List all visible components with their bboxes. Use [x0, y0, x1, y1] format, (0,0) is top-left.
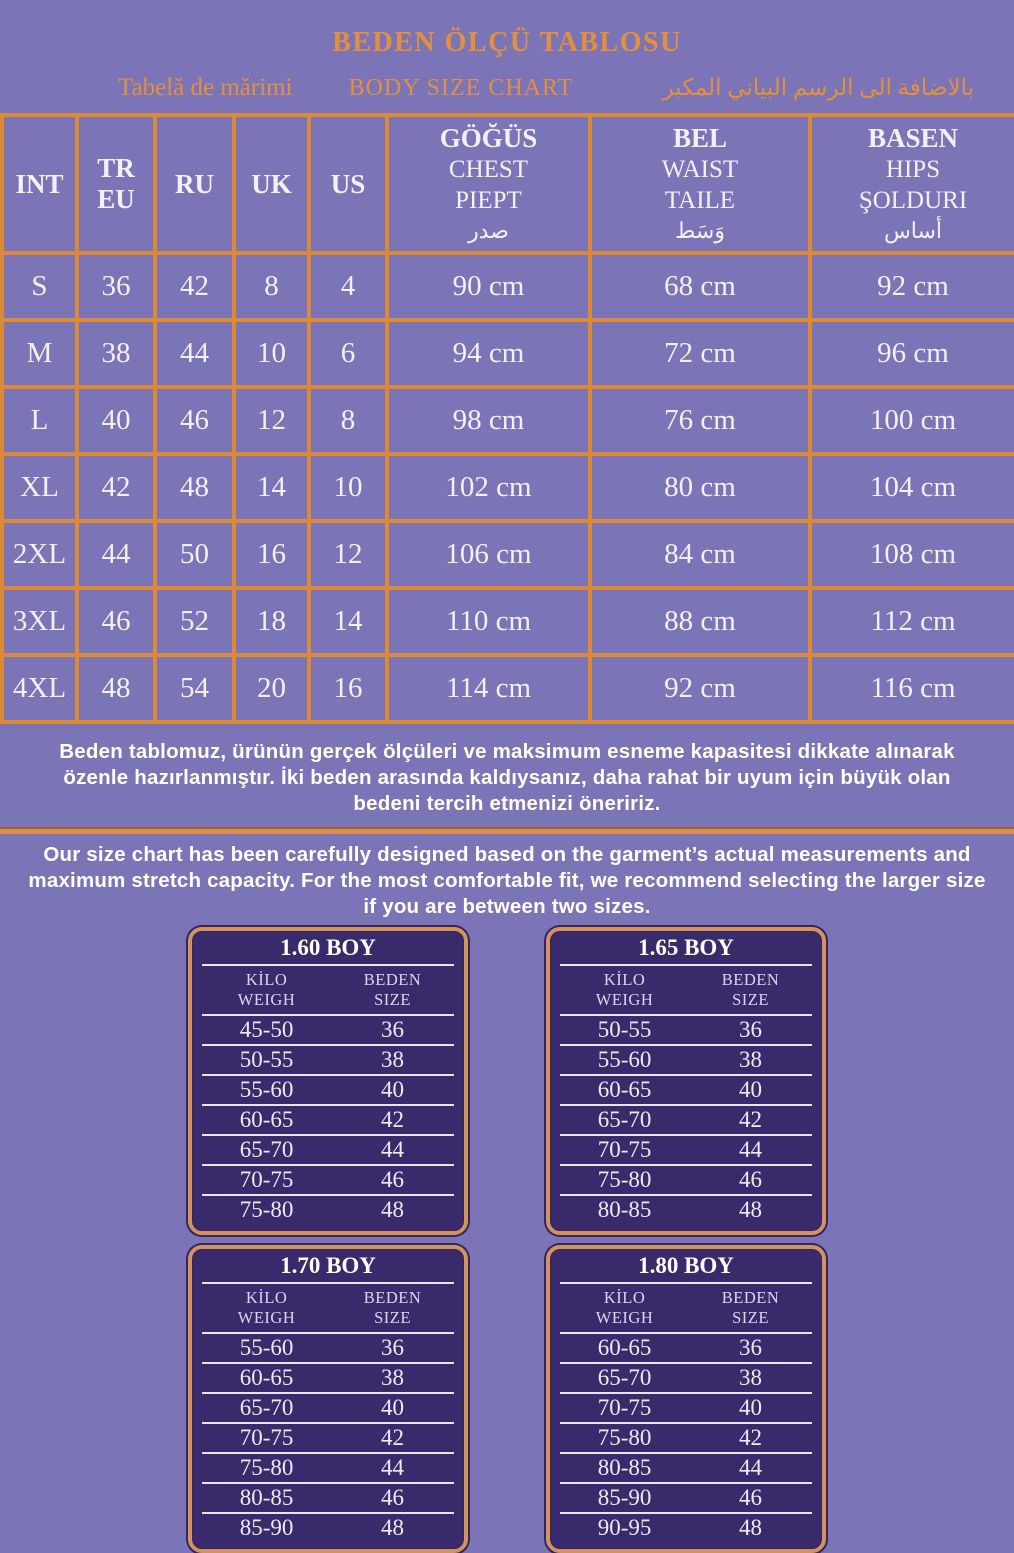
size-table-cell: 92 cm: [810, 253, 1014, 320]
size-value-cell: 42: [739, 1425, 763, 1450]
weight-range-cell: 80-85: [239, 1485, 294, 1510]
height-table-row: [560, 1134, 812, 1164]
size-value-cell: 38: [381, 1365, 405, 1390]
height-table-row: [560, 1104, 812, 1134]
size-table-cell: 12: [234, 387, 309, 454]
header-label: INT: [15, 168, 64, 199]
size-table-cell: 98 cm: [387, 387, 590, 454]
weight-range-cell: 55-60: [597, 1047, 652, 1072]
height-table: [546, 927, 826, 1235]
size-table-cell: 42: [155, 253, 234, 320]
size-value-cell: 42: [381, 1425, 405, 1450]
weight-range-cell: 80-85: [597, 1197, 652, 1222]
note-turkish: Beden tablomuz, ürünün gerçek ölçüleri ve maksimum esneme kapasitesi dikkate alınarak özenle hazırlanmıştır. İki beden arasında kaldıysanız, daha rahat bir uyum için büyük olan bedeni tercih etmenizi öneririz.: [59, 740, 955, 815]
size-table-row: [2, 521, 1014, 588]
header-label-arabic: صدر: [468, 217, 509, 243]
size-table-header-cell: [234, 115, 309, 253]
header-label: TR: [97, 153, 135, 183]
height-table-title: 1.65 BOY: [560, 931, 812, 966]
size-table-cell: 52: [155, 588, 234, 655]
size-table-cell: 16: [234, 521, 309, 588]
height-table-row: [560, 1016, 812, 1044]
size-table-cell: 36: [77, 253, 155, 320]
size-table-cell: 46: [77, 588, 155, 655]
size-value-cell: 42: [381, 1107, 405, 1132]
header-label: EU: [97, 184, 135, 214]
header-label: US: [330, 168, 366, 199]
height-table-header-cell: [560, 970, 689, 1010]
size-table-cell: 8: [309, 387, 387, 454]
subtitle-romanian: Tabelă de mărimi: [118, 74, 293, 101]
header-label: KİLO: [245, 970, 288, 989]
weight-range-cell: 75-80: [597, 1167, 652, 1192]
height-table: [546, 1245, 826, 1553]
size-table-cell: 44: [77, 521, 155, 588]
height-table-row: [202, 1512, 454, 1542]
height-table-row: [202, 1392, 454, 1422]
size-table-cell: 96 cm: [810, 320, 1014, 387]
header-label: PIEPT: [455, 186, 522, 214]
subtitle-english: BODY SIZE CHART: [348, 75, 574, 101]
size-value-cell: 46: [739, 1167, 763, 1192]
header-label: RU: [175, 168, 214, 199]
height-table-row: [560, 1164, 812, 1194]
subtitle-row: [0, 74, 1014, 104]
size-table-cell: L: [2, 387, 77, 454]
header-label: SIZE: [732, 1308, 769, 1327]
height-table-header-cell: [331, 1288, 454, 1328]
size-table-cell: 72 cm: [590, 320, 810, 387]
size-table-cell: 2XL: [2, 521, 77, 588]
size-value-cell: 38: [739, 1047, 763, 1072]
header-label: WEIGH: [595, 1308, 654, 1327]
size-table-cell: 20: [234, 655, 309, 722]
size-value-cell: 38: [381, 1047, 405, 1072]
size-value-cell: 44: [739, 1455, 763, 1480]
size-table-cell: 42: [77, 454, 155, 521]
weight-range-cell: 80-85: [597, 1455, 652, 1480]
size-table-cell: 38: [77, 320, 155, 387]
weight-range-cell: 75-80: [239, 1455, 294, 1480]
size-table-cell: 92 cm: [590, 655, 810, 722]
size-table-row: [2, 588, 1014, 655]
header-label: WEIGH: [595, 990, 654, 1009]
height-table-body: [202, 1016, 454, 1224]
weight-range-cell: 75-80: [597, 1425, 652, 1450]
size-table-cell: XL: [2, 454, 77, 521]
header-label: WAIST: [661, 155, 739, 183]
height-table-row: [202, 1104, 454, 1134]
height-table-header-cell: [202, 1288, 331, 1328]
header-label: BEDEN: [363, 1288, 422, 1307]
height-table-header-cell: [689, 1288, 812, 1328]
weight-range-cell: 55-60: [239, 1335, 294, 1360]
header-label-arabic: وَسَط: [675, 217, 725, 243]
size-table-header-cell: [155, 115, 234, 253]
height-table-header-cell: [689, 970, 812, 1010]
header-label: GÖĞÜS: [439, 122, 538, 153]
size-value-cell: 46: [739, 1485, 763, 1510]
page-title: BEDEN ÖLÇÜ TABLOSU: [332, 27, 682, 58]
header-label: WEIGH: [237, 990, 296, 1009]
size-table-row: [2, 655, 1014, 722]
size-value-cell: 36: [381, 1017, 405, 1042]
height-table-body: [560, 1334, 812, 1542]
weight-range-cell: 55-60: [239, 1077, 294, 1102]
header-label: HIPS: [885, 155, 941, 183]
size-table-cell: 16: [309, 655, 387, 722]
size-table-cell: 116 cm: [810, 655, 1014, 722]
size-table-cell: 76 cm: [590, 387, 810, 454]
header-label: SIZE: [374, 1308, 411, 1327]
height-table-row: [560, 1422, 812, 1452]
size-table-header-cell: [77, 115, 155, 253]
height-table-body: [202, 1334, 454, 1542]
size-table-cell: 106 cm: [387, 521, 590, 588]
weight-range-cell: 90-95: [597, 1515, 652, 1540]
height-table-row: [202, 1134, 454, 1164]
height-table: [188, 927, 468, 1235]
weight-range-cell: 60-65: [597, 1077, 652, 1102]
size-table-cell: 14: [309, 588, 387, 655]
size-value-cell: 44: [381, 1455, 405, 1480]
note-english: Our size chart has been carefully designed based on the garment’s actual measurements and maximum stretch capacity. For the most comfortable fit, we recommend selecting the larger size if you are between two sizes.: [28, 843, 986, 918]
height-table-header: [202, 1284, 454, 1334]
header-label-arabic: أساس: [883, 217, 943, 243]
size-table-cell: 10: [309, 454, 387, 521]
size-value-cell: 44: [381, 1137, 405, 1162]
weight-range-cell: 50-55: [597, 1017, 652, 1042]
size-table-row: [2, 320, 1014, 387]
section-divider: [0, 827, 1014, 834]
height-table-header: [202, 966, 454, 1016]
size-table-cell: 94 cm: [387, 320, 590, 387]
header-label: BASEN: [867, 122, 959, 153]
height-table-row: [560, 1044, 812, 1074]
header-label: KİLO: [245, 1288, 288, 1307]
height-table-row: [560, 1392, 812, 1422]
size-value-cell: 46: [381, 1485, 405, 1510]
size-table-cell: 3XL: [2, 588, 77, 655]
size-table-cell: 114 cm: [387, 655, 590, 722]
size-table-body: [2, 253, 1014, 722]
weight-range-cell: 60-65: [597, 1335, 652, 1360]
size-table-cell: S: [2, 253, 77, 320]
height-table: [188, 1245, 468, 1553]
subtitle-arabic: بالاضافة الى الرسم البياني المكبر: [662, 75, 974, 100]
height-table-row: [560, 1074, 812, 1104]
header-label: UK: [251, 168, 292, 199]
height-table-row: [560, 1194, 812, 1224]
size-table-header-cell: [387, 115, 590, 253]
height-table-row: [560, 1512, 812, 1542]
header-label: WEIGH: [237, 1308, 296, 1327]
size-value-cell: 38: [739, 1365, 763, 1390]
header-label: SIZE: [732, 990, 769, 1009]
weight-range-cell: 70-75: [239, 1425, 294, 1450]
weight-range-cell: 85-90: [597, 1485, 652, 1510]
weight-range-cell: 70-75: [239, 1167, 294, 1192]
height-table-header: [560, 966, 812, 1016]
size-value-cell: 36: [739, 1335, 763, 1360]
size-table-header-cell: [590, 115, 810, 253]
height-table-row: [202, 1074, 454, 1104]
height-table-header: [560, 1284, 812, 1334]
size-value-cell: 40: [739, 1395, 763, 1420]
size-table-cell: M: [2, 320, 77, 387]
height-table-body: [560, 1016, 812, 1224]
size-value-cell: 48: [739, 1197, 763, 1222]
size-table-header-cell: [2, 115, 77, 253]
size-table-cell: 46: [155, 387, 234, 454]
size-table-cell: 12: [309, 521, 387, 588]
size-table-cell: 90 cm: [387, 253, 590, 320]
weight-range-cell: 85-90: [239, 1515, 294, 1540]
size-value-cell: 40: [739, 1077, 763, 1102]
body-size-table: [0, 113, 1014, 724]
header-label: BEDEN: [721, 970, 780, 989]
size-value-cell: 48: [739, 1515, 763, 1540]
header-label: BEL: [672, 122, 728, 153]
size-table-row: [2, 253, 1014, 320]
weight-range-cell: 45-50: [239, 1017, 294, 1042]
header-label: ŞOLDURI: [858, 186, 968, 214]
weight-range-cell: 70-75: [597, 1395, 652, 1420]
size-value-cell: 48: [381, 1197, 405, 1222]
weight-range-cell: 75-80: [239, 1197, 294, 1222]
size-table-cell: 112 cm: [810, 588, 1014, 655]
header-label: KİLO: [603, 1288, 646, 1307]
weight-range-cell: 65-70: [597, 1365, 652, 1390]
size-table-head: [2, 115, 1014, 253]
size-table-header-row: [2, 115, 1014, 253]
size-table-cell: 4XL: [2, 655, 77, 722]
height-table-header-cell: [560, 1288, 689, 1328]
size-table-cell: 40: [77, 387, 155, 454]
height-table-row: [202, 1452, 454, 1482]
size-table-header-cell: [309, 115, 387, 253]
weight-range-cell: 65-70: [239, 1137, 294, 1162]
size-table-header-cell: [810, 115, 1014, 253]
size-table-cell: 54: [155, 655, 234, 722]
weight-range-cell: 70-75: [597, 1137, 652, 1162]
height-table-row: [202, 1362, 454, 1392]
height-table-header-cell: [202, 970, 331, 1010]
size-table-cell: 84 cm: [590, 521, 810, 588]
size-table-cell: 50: [155, 521, 234, 588]
size-table-cell: 48: [155, 454, 234, 521]
size-table-cell: 18: [234, 588, 309, 655]
weight-range-cell: 65-70: [239, 1395, 294, 1420]
size-value-cell: 40: [381, 1077, 405, 1102]
size-table-cell: 48: [77, 655, 155, 722]
header-label: BEDEN: [721, 1288, 780, 1307]
header-label: SIZE: [374, 990, 411, 1009]
size-value-cell: 36: [381, 1335, 405, 1360]
height-table-header-cell: [331, 970, 454, 1010]
size-table-cell: 14: [234, 454, 309, 521]
size-value-cell: 40: [381, 1395, 405, 1420]
height-weight-tables: [0, 927, 1014, 1553]
height-table-row: [560, 1334, 812, 1362]
size-table-cell: 68 cm: [590, 253, 810, 320]
height-table-row: [202, 1334, 454, 1362]
size-table-cell: 110 cm: [387, 588, 590, 655]
size-table-cell: 102 cm: [387, 454, 590, 521]
size-table-cell: 100 cm: [810, 387, 1014, 454]
size-table-cell: 104 cm: [810, 454, 1014, 521]
height-table-row: [202, 1016, 454, 1044]
size-table-row: [2, 387, 1014, 454]
size-value-cell: 48: [381, 1515, 405, 1540]
size-table-cell: 4: [309, 253, 387, 320]
height-table-row: [560, 1482, 812, 1512]
height-table-row: [202, 1194, 454, 1224]
weight-range-cell: 65-70: [597, 1107, 652, 1132]
size-table-cell: 6: [309, 320, 387, 387]
size-table-cell: 8: [234, 253, 309, 320]
size-value-cell: 36: [739, 1017, 763, 1042]
size-table-cell: 88 cm: [590, 588, 810, 655]
height-table-title: 1.70 BOY: [202, 1249, 454, 1284]
height-table-title: 1.80 BOY: [560, 1249, 812, 1284]
size-table-row: [2, 454, 1014, 521]
size-table-cell: 80 cm: [590, 454, 810, 521]
size-value-cell: 42: [739, 1107, 763, 1132]
size-table-cell: 44: [155, 320, 234, 387]
weight-range-cell: 60-65: [239, 1365, 294, 1390]
height-table-row: [202, 1482, 454, 1512]
header-label: TAILE: [664, 186, 736, 214]
height-table-title: 1.60 BOY: [202, 931, 454, 966]
header-label: KİLO: [603, 970, 646, 989]
size-value-cell: 46: [381, 1167, 405, 1192]
size-table-cell: 10: [234, 320, 309, 387]
weight-range-cell: 60-65: [239, 1107, 294, 1132]
size-value-cell: 44: [739, 1137, 763, 1162]
height-table-row: [560, 1452, 812, 1482]
height-table-row: [202, 1164, 454, 1194]
weight-range-cell: 50-55: [239, 1047, 294, 1072]
height-table-row: [202, 1044, 454, 1074]
header-label: CHEST: [448, 155, 529, 183]
size-table-cell: 108 cm: [810, 521, 1014, 588]
height-table-row: [202, 1422, 454, 1452]
header-label: BEDEN: [363, 970, 422, 989]
height-table-row: [560, 1362, 812, 1392]
